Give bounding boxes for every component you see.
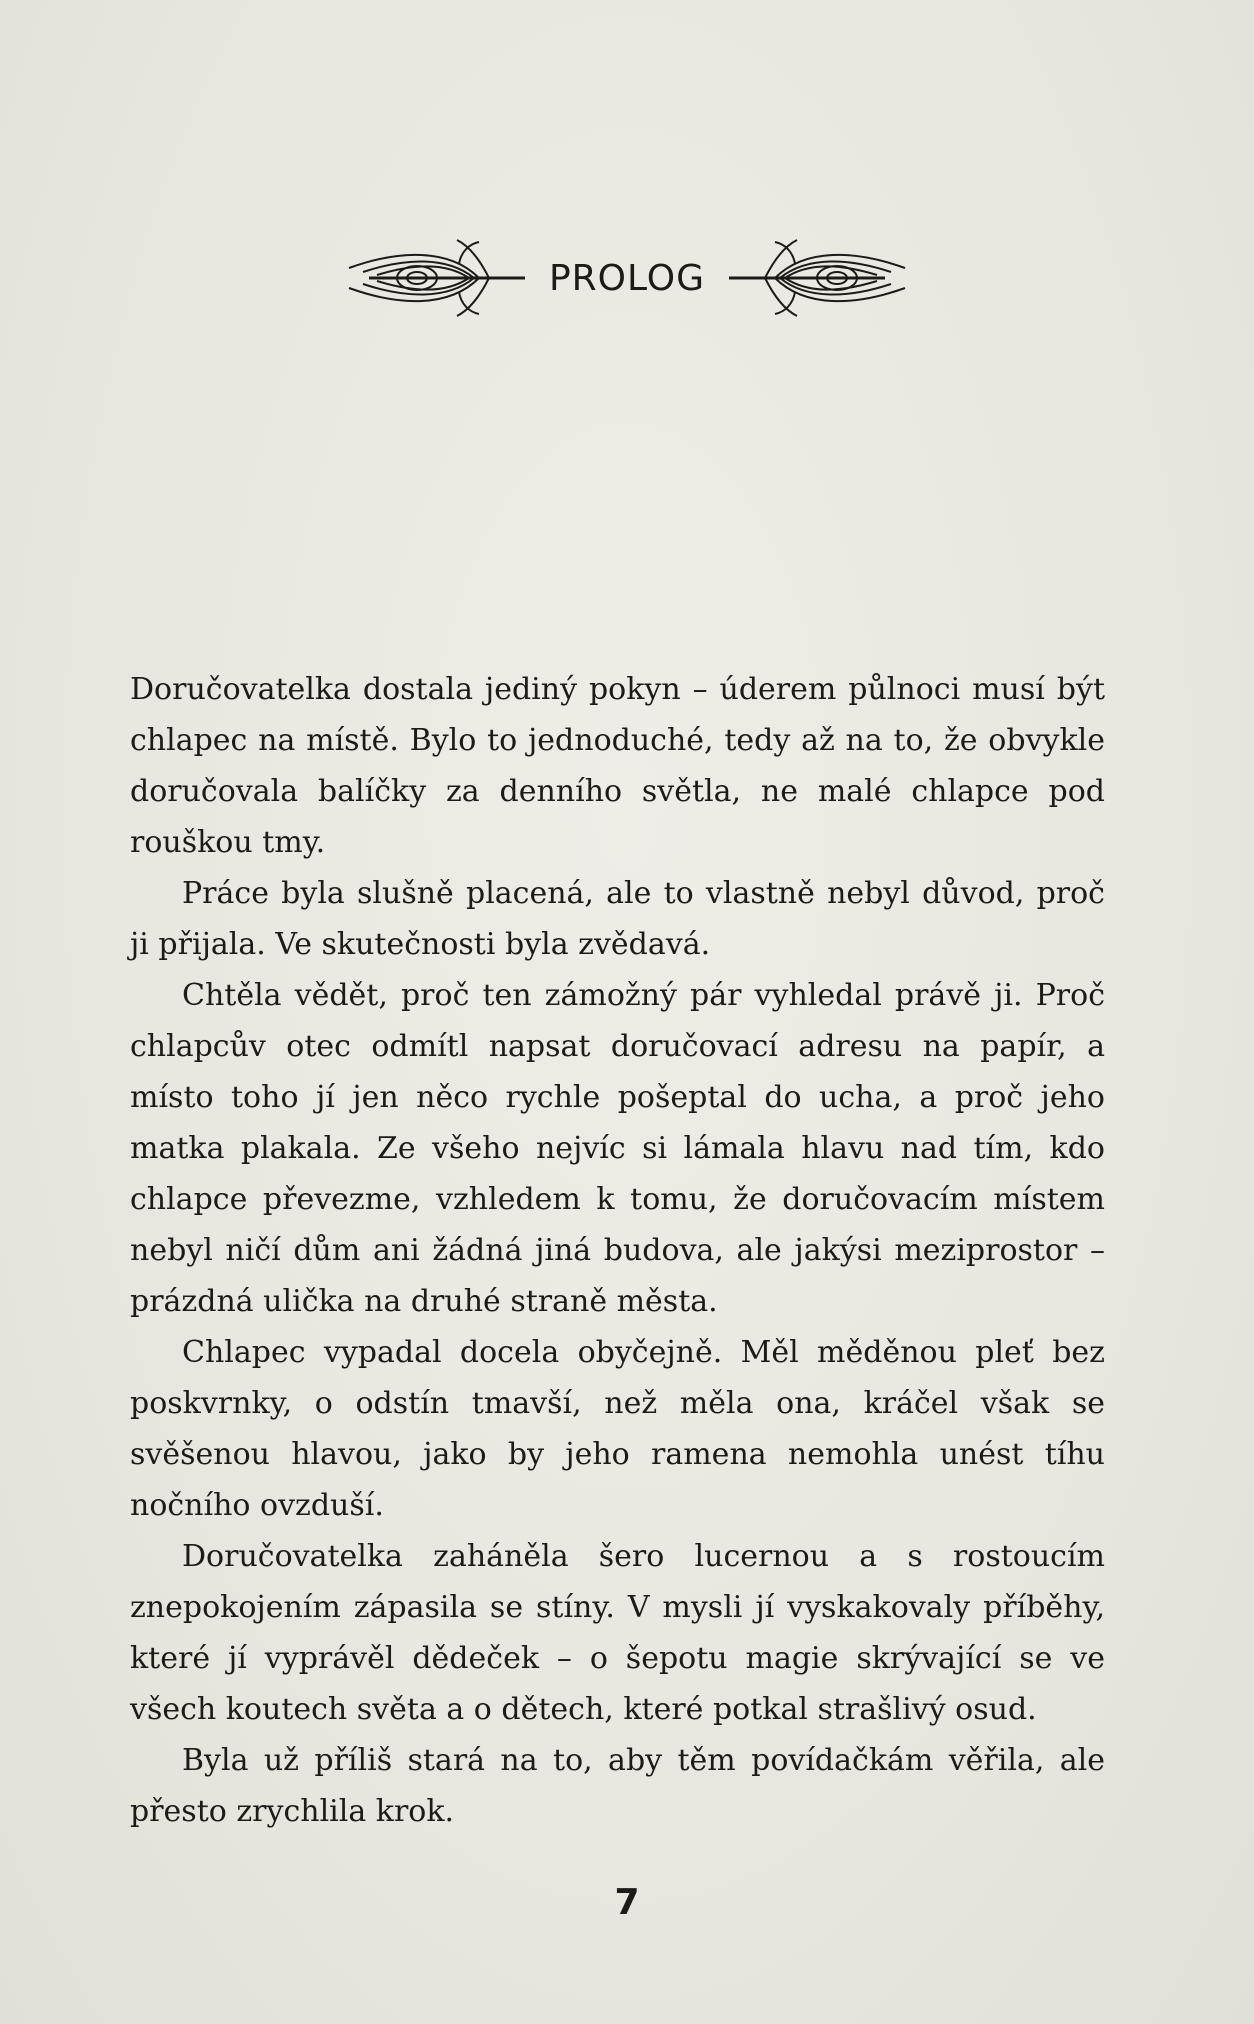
paragraph-3: Chtěla vědět, proč ten zámožný pár vyhledal právě ji. Proč chlapcův otec odmítl napsat doručovací adresu na papír, a místo toho jí jen něco rychle pošeptal do ucha, a proč jeho matka plakala. Ze všeho nejvíc si lámala hlavu nad tím, kdo chlapce převezme, vzhledem k tomu, že doručovacím místem nebyl ničí dům ani žádná jiná budova, ale jakýsi meziprostor – prázdná ulička na druhé straně města. [130,978,1105,1319]
paragraph-6: Byla už příliš stará na to, aby těm povídačkám věřila, ale přesto zrychlila krok. [130,1743,1105,1829]
body-text [130,664,1105,1837]
chapter-title: PROLOG [548,257,706,299]
paragraph-5: Doručovatelka zaháněla šero lucernou a s rostoucím znepokojením zápasila se stíny. V mysli jí vyskakovaly příběhy, které jí vyprávěl dědeček – o šepotu magie skrývající se ve všech koutech světa a o dětech, které potkal strašlivý osud. [130,1539,1105,1727]
paragraph-2: Práce byla slušně placená, ale to vlastně nebyl důvod, proč ji přijala. Ve skutečnosti byla zvědavá. [130,876,1105,962]
peacock-feather-left-icon [329,228,529,328]
paragraph-4: Chlapec vypadal docela obyčejně. Měl měděnou pleť bez poskvrnky, o odstín tmavší, než měla ona, kráčel však se svěšenou hlavou, jako by jeho ramena nemohla unést tíhu nočního ovzduší. [130,1335,1105,1523]
page-number: 7 [614,1882,640,1923]
peacock-feather-right-icon [725,228,925,328]
paragraph-1: Doručovatelka dostala jediný pokyn – úderem půlnoci musí být chlapec na místě. Bylo to jednoduché, tedy až na to, že obvykle doručovala balíčky za denního světla, ne malé chlapce pod rouškou tmy. [130,672,1105,860]
chapter-header [0,228,1254,328]
